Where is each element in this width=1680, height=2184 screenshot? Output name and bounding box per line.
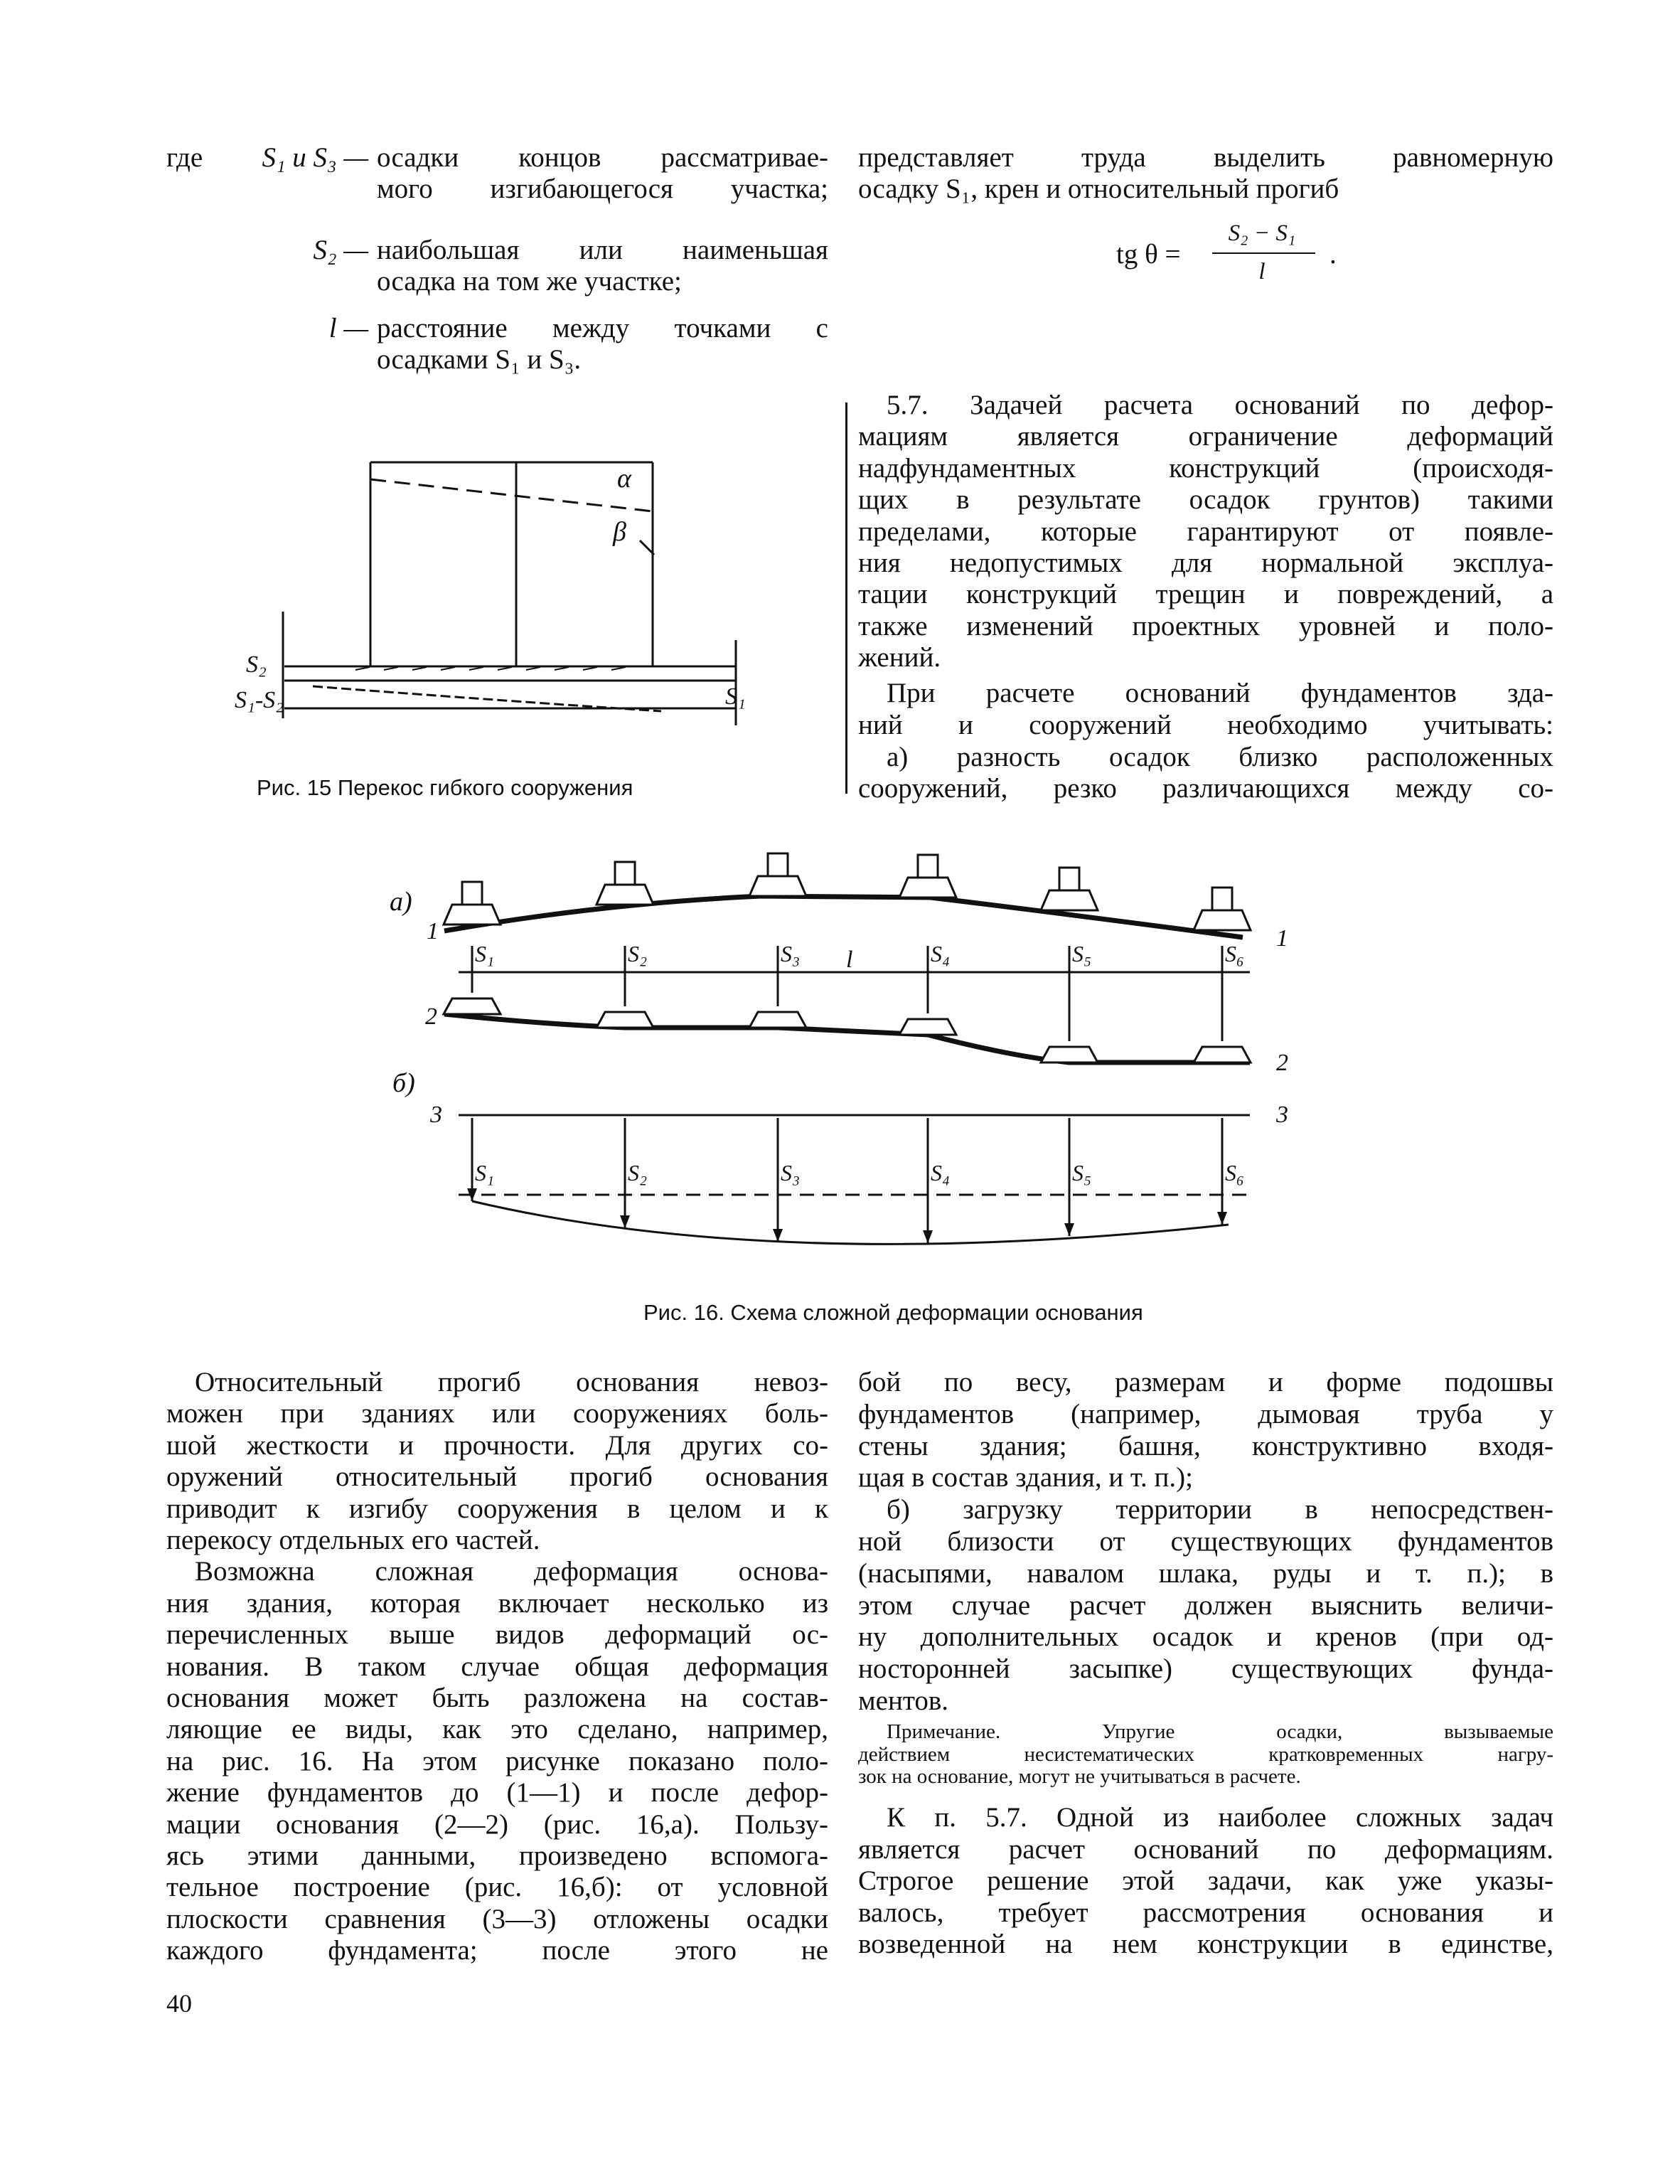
arrow-head-icon bbox=[620, 1215, 630, 1228]
fig15-beta-label: β bbox=[613, 517, 626, 547]
text-line: ментов. bbox=[858, 1685, 949, 1716]
text-line: ясь этими данными, произведено вспомога- bbox=[166, 1841, 828, 1871]
text-line: Примечание. Упругие осадки, вызываемые bbox=[887, 1720, 1553, 1743]
text-line: б) загрузку территории в непосредствен- bbox=[887, 1494, 1553, 1525]
fraction-bar bbox=[1212, 252, 1315, 254]
def-line: расстояние между точками с bbox=[377, 313, 828, 343]
foundation-before-icon bbox=[1059, 868, 1079, 890]
text-line: осадку S₁, крен и относительный прогиб bbox=[858, 174, 1339, 204]
text-line: ния здания, которая включает несколько из bbox=[166, 1587, 828, 1619]
fig16-line2-left: 2 bbox=[425, 1003, 437, 1030]
text-line: мациям является ограничение деформаций bbox=[858, 421, 1553, 452]
formula-numerator: S₂ − S₁ bbox=[1228, 220, 1296, 246]
arrow-head-icon bbox=[467, 1188, 477, 1201]
text-line: носторонней засыпке) существующих фунда- bbox=[858, 1653, 1553, 1685]
fig16-line3-left: 3 bbox=[430, 1102, 442, 1128]
def-symbol-l: l — bbox=[328, 313, 368, 343]
text-line: щих в результате осадок грунтов) такими bbox=[858, 484, 1553, 516]
settlement-label-row1: S₆ bbox=[1225, 941, 1245, 966]
text-line: бой по весу, размерам и форме подошвы bbox=[858, 1367, 1553, 1397]
text-line: перечисленных выше видов деформаций ос- bbox=[166, 1619, 828, 1651]
settlement-label-row1: S₂ bbox=[628, 941, 648, 966]
foundation-after-base bbox=[596, 1012, 653, 1028]
text-line: К п. 5.7. Одной из наиболее сложных задач bbox=[887, 1802, 1553, 1833]
foundation-before-base bbox=[444, 905, 501, 925]
text-line: каждого фундамента; после этого не bbox=[166, 1935, 828, 1966]
settlement-label-row3: S₃ bbox=[781, 1160, 801, 1186]
text-line: перекосу отдельных его частей. bbox=[166, 1525, 540, 1555]
fig16-l-label: l bbox=[846, 947, 853, 973]
text-line: валось, требует рассмотрения основания и bbox=[858, 1897, 1553, 1928]
text-line: шой жесткости и прочности. Для других со- bbox=[166, 1429, 828, 1461]
text-line: ляющие ее виды, как это сделано, например, bbox=[166, 1714, 828, 1745]
column-divider bbox=[845, 403, 847, 794]
arrow-head-icon bbox=[1217, 1212, 1227, 1225]
text-line: (насыпями, навалом шлака, руды и т. п.); в bbox=[858, 1557, 1553, 1589]
foundation-before-base bbox=[1041, 890, 1098, 910]
fig15-s2-label: S₂ bbox=[246, 651, 267, 678]
text-line: а) разность осадок близко расположенных bbox=[887, 741, 1553, 772]
text-line: тельное построение (рис. 16,б): от условной bbox=[166, 1872, 828, 1903]
text-line: представляет труда выделить равномерную bbox=[858, 142, 1553, 173]
text-line: мации основания (2—2) (рис. 16,а). Пользу- bbox=[166, 1809, 828, 1840]
foundation-after-base bbox=[749, 1012, 806, 1028]
fig15-s1-label: S₁ bbox=[725, 683, 746, 710]
def-line: осадками S₁ и S₃. bbox=[377, 344, 582, 375]
text-line: плоскости сравнения (3—3) отложены осадки bbox=[166, 1903, 828, 1934]
text-line: зок на основание, могут не учитываться в расчете. bbox=[858, 1765, 1301, 1788]
settlement-label-row1: S₁ bbox=[475, 941, 495, 966]
text-line: этом случае расчет должен выяснить величи- bbox=[858, 1589, 1553, 1621]
settlement-label-row1: S₄ bbox=[931, 941, 951, 966]
where-label: где bbox=[166, 142, 203, 173]
text-line: приводит к изгибу сооружения в целом и к bbox=[166, 1493, 828, 1524]
settlement-label-row1: S₅ bbox=[1072, 941, 1092, 966]
settlement-label-row3: S₆ bbox=[1225, 1160, 1245, 1186]
fig16-line1-right: 1 bbox=[1276, 925, 1288, 952]
text-line: жений. bbox=[858, 642, 941, 673]
formula-lhs: tg θ = bbox=[1116, 239, 1181, 270]
foundation-before-base bbox=[1194, 910, 1251, 930]
text-line: на рис. 16. На этом рисунке показано поло- bbox=[166, 1745, 828, 1777]
text-line: Относительный прогиб основания невоз- bbox=[195, 1367, 828, 1397]
foundation-before-base bbox=[749, 876, 806, 896]
text-line: надфундаментных конструкций (происходя- bbox=[858, 452, 1553, 484]
text-line: ний и сооружений необходимо учитывать: bbox=[858, 709, 1553, 740]
def-symbol-s2: S₂ — bbox=[313, 235, 368, 265]
fig16-label-a: а) bbox=[390, 887, 412, 917]
def-symbol-s1-s3: S₁ и S₃ — bbox=[262, 142, 368, 173]
page-number: 40 bbox=[166, 1989, 192, 2018]
text-line: При расчете оснований фундаментов зда- bbox=[887, 678, 1553, 708]
text-line: действием несистематических кратковременных нагру- bbox=[858, 1742, 1553, 1766]
def-line: осадка на том же участке; bbox=[377, 266, 682, 297]
text-line: оружений относительный прогиб основания bbox=[166, 1461, 828, 1493]
text-line: ной близости от существующих фундаментов bbox=[858, 1526, 1553, 1557]
fig16-line3-right: 3 bbox=[1276, 1102, 1288, 1128]
foundation-before-icon bbox=[615, 862, 635, 885]
foundation-after-base bbox=[444, 998, 501, 1014]
text-line: можен при зданиях или сооружениях боль- bbox=[166, 1398, 828, 1429]
figure-16-caption: Рис. 16. Схема сложной деформации основания bbox=[643, 1300, 1143, 1325]
text-line: является расчет оснований по деформациям. bbox=[858, 1833, 1553, 1865]
text-line: тации конструкций трещин и повреждений, а bbox=[858, 579, 1553, 610]
fig16-label-b: б) bbox=[392, 1068, 415, 1098]
foundation-after-base bbox=[1194, 1047, 1251, 1062]
text-line: Возможна сложная деформация основа- bbox=[195, 1556, 828, 1587]
figure-15-caption: Рис. 15 Перекос гибкого сооружения bbox=[257, 775, 633, 800]
foundation-before-icon bbox=[918, 855, 938, 878]
text-line: Строгое решение этой задачи, как уже указы- bbox=[858, 1865, 1553, 1897]
arrow-head-icon bbox=[773, 1229, 783, 1242]
text-line: пределами, которые гарантируют от появле- bbox=[858, 516, 1553, 547]
text-line: щая в состав здания, и т. п.); bbox=[858, 1462, 1193, 1493]
foundation-before-base bbox=[596, 885, 653, 905]
foundation-before-icon bbox=[1212, 888, 1232, 910]
text-line: нования. В таком случае общая деформация bbox=[166, 1651, 828, 1682]
text-line: сооружений, резко различающихся между со- bbox=[858, 773, 1553, 804]
def-line: осадки концов рассматривае- bbox=[377, 142, 828, 173]
def-line: мого изгибающегося участка; bbox=[377, 174, 828, 204]
settlement-label-row3: S₁ bbox=[475, 1160, 495, 1186]
text-line: фундаментов (например, дымовая труба у bbox=[858, 1398, 1553, 1429]
text-line: 5.7. Задачей расчета оснований по дефор- bbox=[887, 390, 1553, 420]
settlement-label-row3: S₅ bbox=[1072, 1160, 1092, 1186]
foundation-after-base bbox=[1041, 1047, 1098, 1062]
text-line: жение фундаментов до (1—1) и после дефор- bbox=[166, 1777, 828, 1809]
foundation-before-base bbox=[899, 878, 956, 897]
fig15-s1-s2-label: S₁-S₂ bbox=[235, 687, 284, 713]
fig15-alpha-label: α bbox=[617, 464, 631, 494]
text-line: стены здания; башня, конструктивно входя- bbox=[858, 1430, 1553, 1461]
foundation-before-icon bbox=[768, 853, 788, 876]
arrow-head-icon bbox=[1064, 1223, 1074, 1236]
formula-tail: . bbox=[1329, 239, 1337, 270]
text-line: основания может быть разложена на состав- bbox=[166, 1683, 828, 1713]
text-line: возведенной на нем конструкции в единстве, bbox=[858, 1929, 1553, 1960]
text-line: ния недопустимых для нормальной эксплуа- bbox=[858, 548, 1553, 578]
settlement-label-row1: S₃ bbox=[781, 941, 801, 966]
foundation-after-base bbox=[899, 1019, 956, 1035]
fig16-line2-right: 2 bbox=[1276, 1050, 1288, 1076]
def-line: наибольшая или наименьшая bbox=[377, 235, 828, 265]
text-line: ну дополнительных осадок и кренов (при од- bbox=[858, 1621, 1553, 1653]
text-line: также изменений проектных уровней и поло- bbox=[858, 610, 1553, 641]
settlement-label-row3: S₄ bbox=[931, 1160, 951, 1186]
formula-denominator: l bbox=[1258, 259, 1266, 284]
fig16-line1-left: 1 bbox=[427, 918, 439, 944]
arrow-head-icon bbox=[923, 1230, 933, 1243]
settlement-label-row3: S₂ bbox=[628, 1160, 648, 1186]
foundation-before-icon bbox=[462, 882, 482, 905]
